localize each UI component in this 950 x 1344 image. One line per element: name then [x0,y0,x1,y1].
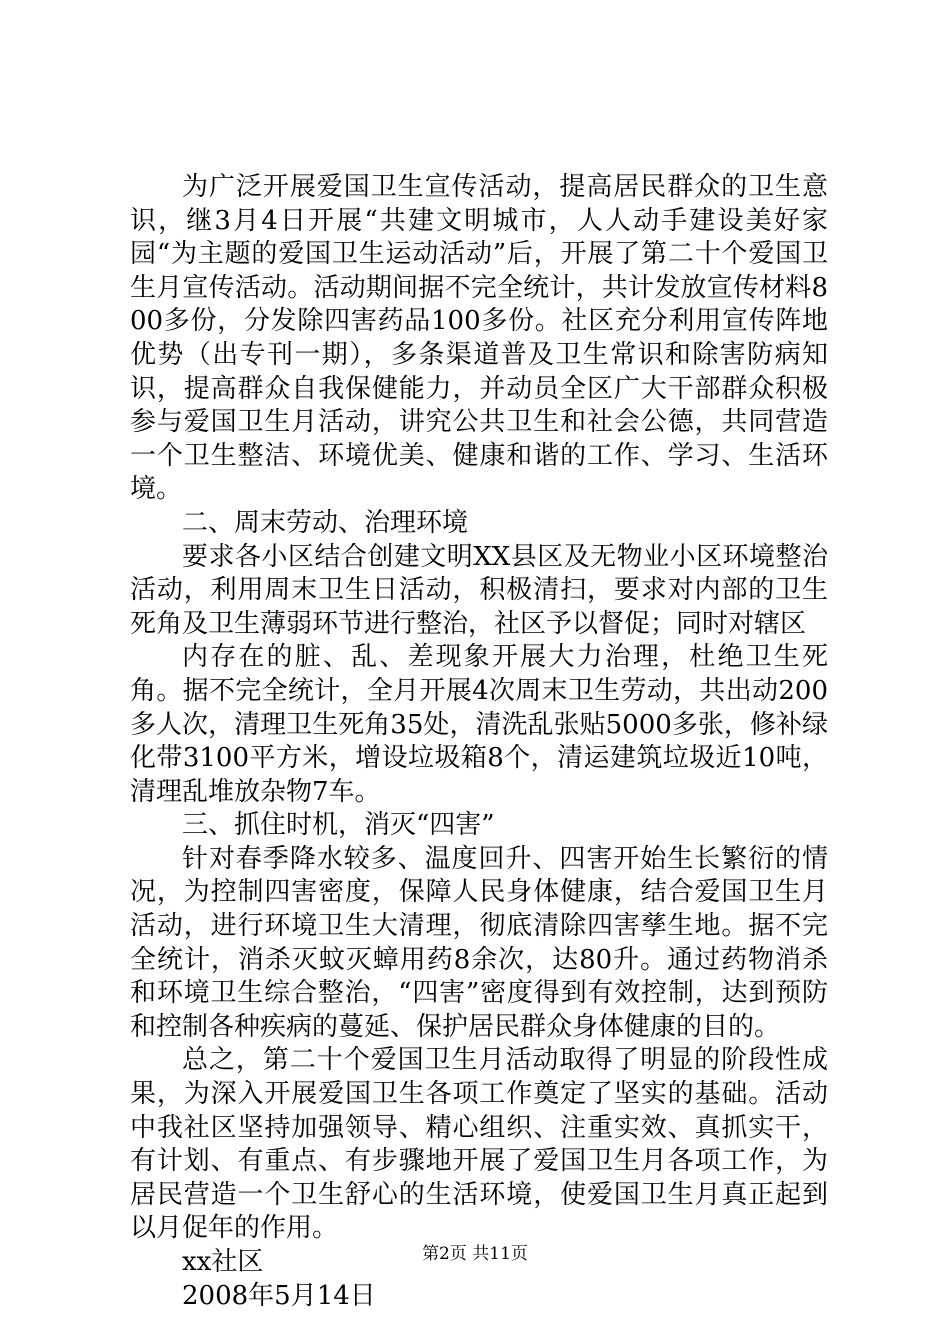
paragraph-weekend-stats: 内存在的脏、乱、差现象开展大力治理，杜绝卫生死角。据不完全统计，全月开展4次周末卫生劳动，共出动200多人次，清理卫生死角35处，清洗乱张贴5000多张，修补绿化带3100平方米，增设垃圾箱8个，清运建筑垃圾近10吨，清理乱堆放杂物7车。 [130,642,828,807]
section-heading-3: 三、抓住时机，消灭“四害” [182,810,495,841]
document-body [130,171,828,1313]
paragraph-intro: 为广泛开展爱国卫生宣传活动，提高居民群众的卫生意识，继3月4日开展“共建文明城市，人人动手建设美好家园“为主题的爱国卫生运动活动”后，开展了第二十个爱国卫生月宣传活动。活动期间据不完全统计，共计发放宣传材料800多份，分发除四害药品100多份。社区充分利用宣传阵地优势（出专刊一期），多条渠道普及卫生常识和除害防病知识，提高群众自我保健能力，并动员全区广大干部群众积极参与爱国卫生月活动，讲究公共卫生和社会公德，共同营造一个卫生整洁、环境优美、健康和谐的工作、学习、生活环境。 [130,172,828,505]
paragraph-summary: 总之，第二十个爱国卫生月活动取得了明显的阶段性成果，为深入开展爱国卫生各项工作奠定了坚实的基础。活动中我社区坚持加强领导、精心组织、注重实效、真抓实干，有计划、有重点、有步骤地开展了爱国卫生月各项工作，为居民营造一个卫生舒心的生活环境，使爱国卫生月真正起到以月促年的作用。 [130,1045,828,1244]
page-number-footer: 第2页 共11页 [422,1244,528,1264]
section-heading-2: 二、周末劳动、治理环境 [182,507,469,538]
signature-org: xx社区 [182,1247,264,1277]
paragraph-pest-control: 针对春季降水较多、温度回升、四害开始生长繁衍的情况，为控制四害密度，保障人民身体健康，结合爱国卫生月活动，进行环境卫生大清理，彻底清除四害孳生地。据不完全统计，消杀灭蚊灭蟑用药8余次，达80升。通过药物消杀和环境卫生综合整治，“四害”密度得到有效控制，达到预防和控制各种疾病的蔓延、保护居民群众身体健康的目的。 [130,843,828,1042]
paragraph-weekend-labor: 要求各小区结合创建文明XX县区及无物业小区环境整治活动，利用周末卫生日活动，积极清扫，要求对内部的卫生死角及卫生薄弱环节进行整治，社区予以督促；同时对辖区 [130,541,828,639]
signature-date: 2008年5月14日 [182,1280,376,1311]
